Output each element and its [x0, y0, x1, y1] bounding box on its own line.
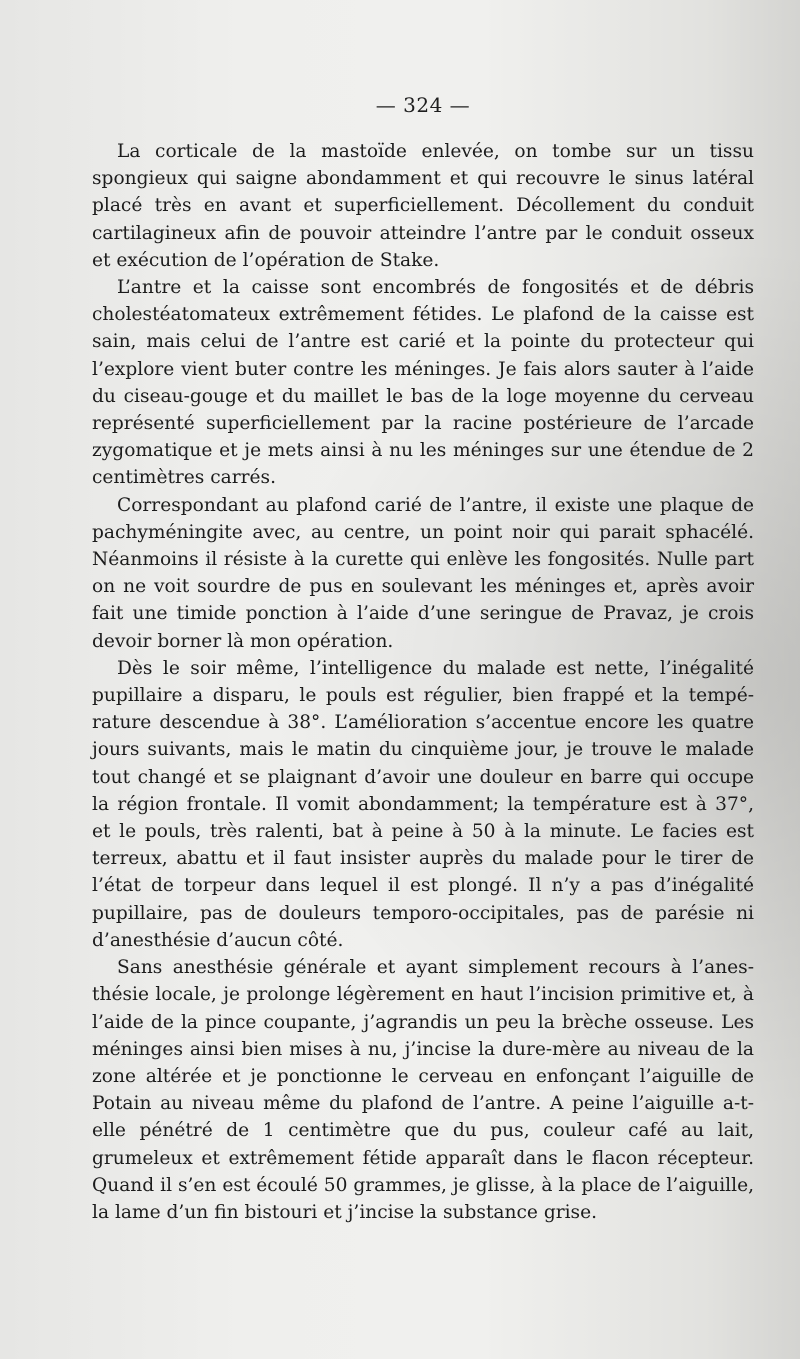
paragraph-1: La corticale de la mastoïde enlevée, on tombe sur un tissu spongieux qui saigne abondamment et qui recouvre le sinus latéral placé très en avant et superficiellement. Décollement du conduit cartilagineux afin de pouvoir atteindre l’antre par le conduit osseux et exécution de l’opération de Stake.: [92, 141, 754, 271]
body-text: [92, 138, 754, 1226]
paragraph-2: L’antre et la caisse sont encombrés de fongosités et de débris cholestéatomateux extrêmement fétides. Le plafond de la caisse est sain, mais celui de l’antre est carié et la pointe du protecteur qui l’explore vient buter contre les méninges. Je fais alors sauter à l’aide du ciseau-gouge et du maillet le bas de la loge moyenne du cerveau représenté superficiellement par la racine postérieure de l’arcade zygomatique et je mets ainsi à nu les méninges sur une étendue de 2 centimètres carrés.: [92, 277, 754, 489]
page-number: — 324 —: [375, 93, 471, 117]
paragraph-3: Correspondant au plafond carié de l’antre, il existe une plaque de pachyméningite avec, au centre, un point noir qui parait sphacélé. Néanmoins il résiste à la curette qui enlève les fongosités. Nulle part on ne voit sourdre de pus en soulevant les méninges et, après avoir fait une timide ponction à l’aide d’une seringue de Pravaz, je crois devoir borner là mon opération.: [92, 494, 754, 652]
paragraph-4: Dès le soir même, l’intelligence du malade est nette, l’inégalité pupillaire a disparu, le pouls est régulier, bien frappé et la température descendue à 38°. L’amélioration s’accentue encore les quatre jours suivants, mais le matin du cinquième jour, je trouve le malade tout changé et se plaignant d’avoir une douleur en barre qui occupe la région frontale. Il vomit abondamment; la température est à 37°, et le pouls, très ralenti, bat à peine à 50 à la minute. Le facies est terreux, abattu et il faut insister auprès du malade pour le tirer de l’état de torpeur dans lequel il est plongé. Il n’y a pas d’inégalité pupillaire, pas de douleurs temporo-occipitales, pas de parésie ni d’anesthésie d’aucun côté.: [92, 657, 754, 951]
paragraph-5: Sans anesthésie générale et ayant simplement recours à l’anesthésie locale, je prolonge légèrement en haut l’incision primitive et, à l’aide de la pince coupante, j’agrandis un peu la brèche osseuse. Les méninges ainsi bien mises à nu, j’incise la dure-mère au niveau de la zone altérée et je ponctionne le cerveau en enfonçant l’aiguille de Potain au niveau même du plafond de l’antre. A peine l’aiguille a-t-elle pénétré de 1 centimètre que du pus, couleur café au lait, grumeleux et extrêmement fétide apparaît dans le flacon récepteur. Quand il s’en est écoulé 50 grammes, je glisse, à la place de l’aiguille, la lame d’un fin bistouri et j’incise la substance grise.: [92, 957, 754, 1223]
